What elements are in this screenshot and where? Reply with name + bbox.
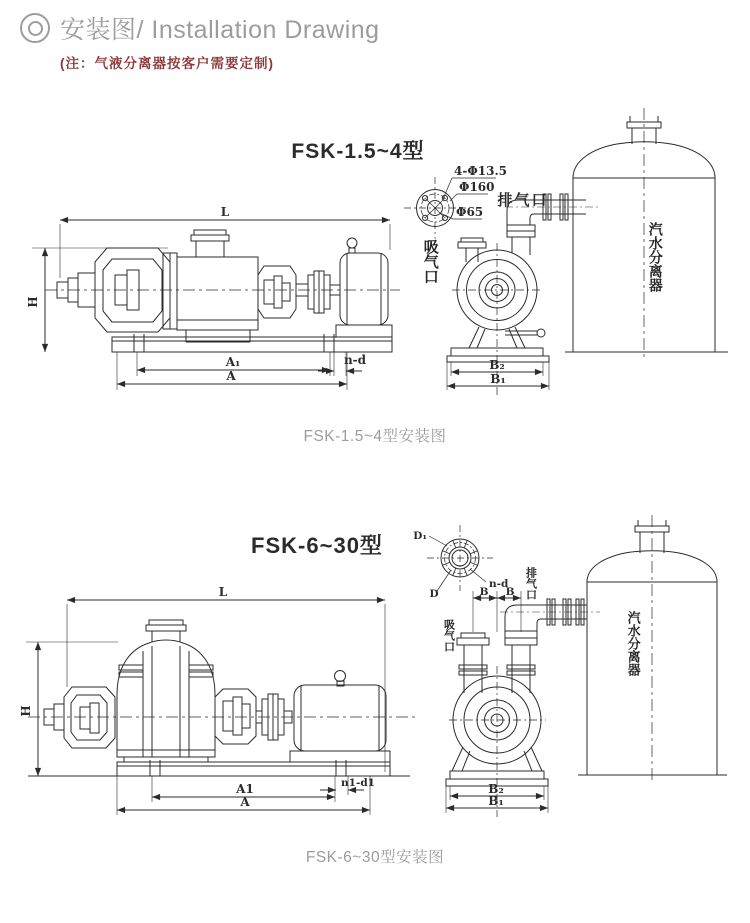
fig2-pump-front-view [446,599,600,817]
fig2-dim-H: H [19,705,33,717]
fig2-dim-B2: B₂ [488,782,504,796]
fig2-dim-A: A [240,795,250,809]
fig2-title: FSK-6~30型 [251,533,383,558]
fig1-separator-tank [565,108,728,358]
fig1-dim-H: H [26,296,40,308]
fig1-title: FSK-1.5~4型 [291,140,425,163]
figure2-installation-drawing [0,505,750,885]
fig2-flange-detail [427,525,493,591]
fig1-dim-B1: B₁ [490,372,506,386]
fig1-suction-port-label: 吸气口 [421,239,439,284]
fig1-side-dimensions [32,220,390,390]
figure2-drawing [0,505,750,885]
fig1-dim-B2: B₂ [489,358,505,372]
fig2-suction-port-label: 吸气口 [442,619,455,652]
fig1-exhaust-port-label: 排气口 [497,192,549,209]
page-title: 安装图/ Installation Drawing [60,16,380,44]
fig1-dim-nd: n-d [343,353,367,367]
fig2-dim-B1: B₁ [488,794,504,808]
double-circle-icon [20,13,50,43]
fig2-exhaust-port-label: 排气口 [524,567,537,600]
fig2-flange-D-label: D [429,588,439,600]
fig2-dim-n1d1: n1-d1 [341,777,375,789]
fig1-dim-L: L [220,205,230,219]
fig1-flange-holes-label: 4-Φ13.5 [454,164,508,178]
fig2-flange-nd-label: n-d [489,578,509,590]
fig2-dim-L: L [218,585,228,599]
fig2-flange-D1-label: D₁ [413,530,427,542]
fig1-flange-outer-dia-label: Φ160 [459,180,495,194]
fig2-pump-side-view [28,620,415,776]
fig1-dim-A1: A₁ [225,355,241,369]
figure1-drawing [0,90,750,460]
fig1-flange-inner-dia-label: Φ65 [456,205,484,219]
fig2-separator-tank [578,515,727,783]
fig2-separator-label: 汽水分离器 [625,611,641,676]
fig1-dim-A: A [226,369,236,383]
fig2-dim-B-right: B [505,586,515,598]
fig1-pump-front-view [447,194,600,395]
fig2-dim-B-left: B [479,586,489,598]
figure1-caption: FSK-1.5~4型安装图 [303,428,447,445]
fig1-separator-label: 汽水分离器 [647,222,664,292]
fig2-dim-A1: A1 [236,782,254,796]
figure1-installation-drawing [0,90,750,460]
figure2-caption: FSK-6~30型安装图 [305,849,445,866]
customization-note: (注：气液分离器按客户需要定制) [60,56,274,71]
page-header [20,10,380,46]
